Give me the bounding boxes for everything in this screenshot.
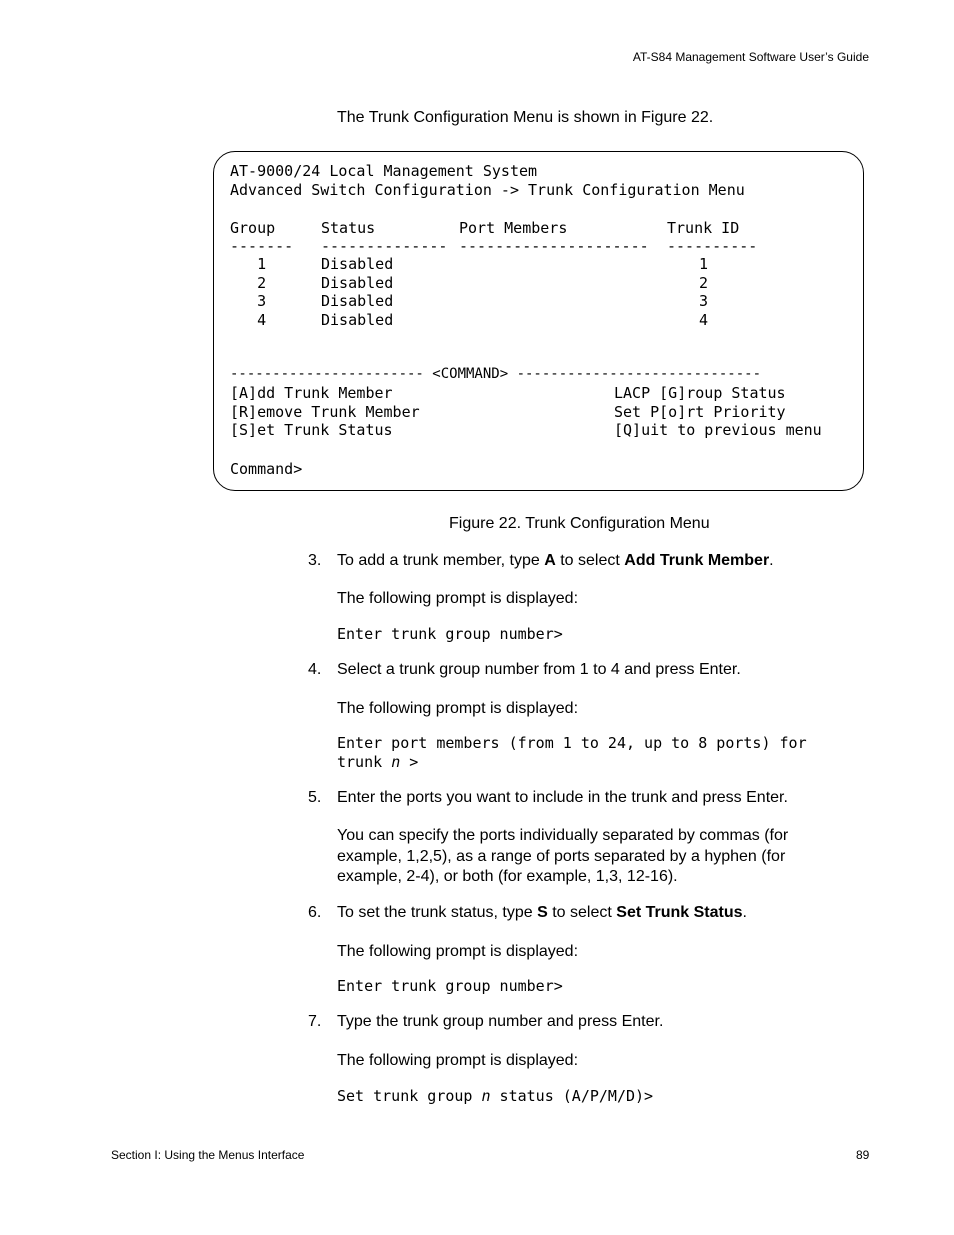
trunk-id-values: 1 2 3 4 xyxy=(699,255,709,330)
step-number: 7. xyxy=(308,1013,322,1030)
group-values: 1 2 3 4 xyxy=(257,255,267,330)
figure-caption: Figure 22. Trunk Configuration Menu xyxy=(449,515,710,532)
step-5-detail: You can specify the ports individually separated by commas (for example, 1,2,5), as a range of ports separated by a hyphen (for example, 2-4), or both (for example, 1,3, 12-16). xyxy=(337,827,789,885)
step-text: To add a trunk member, type A to select Add Trunk Member. xyxy=(337,552,774,569)
page-number: 89 xyxy=(856,1148,870,1162)
step-text: Type the trunk group number and press Enter. xyxy=(337,1013,664,1030)
step-text: Select a trunk group number from 1 to 4 and press Enter. xyxy=(337,661,741,678)
status-values: Disabled Disabled Disabled Disabled xyxy=(321,255,394,330)
status-column xyxy=(321,219,447,330)
trunk-id-header: Trunk ID xyxy=(667,219,740,237)
follow-text: The following prompt is displayed: xyxy=(337,700,579,717)
command-divider: ----------------------- <COMMAND> ----------------------------- xyxy=(230,366,762,382)
commands-right: LACP [G]roup Status Set P[o]rt Priority [Q]uit to previous menu xyxy=(614,384,822,440)
terminal-screen xyxy=(213,151,864,491)
step-number: 3. xyxy=(308,552,322,569)
intro-text: The Trunk Configuration Menu is shown in Figure 22. xyxy=(337,109,714,126)
members-header: Port Members xyxy=(459,219,568,237)
follow-text: The following prompt is displayed: xyxy=(337,590,579,607)
step-text: Enter the ports you want to include in the trunk and press Enter. xyxy=(337,789,788,806)
command-prompt: Command> xyxy=(230,460,303,478)
follow-text: The following prompt is displayed: xyxy=(337,1052,579,1069)
system-title: AT-9000/24 Local Management System xyxy=(230,162,538,180)
commands-left: [A]dd Trunk Member [R]emove Trunk Member [S]et Trunk Status xyxy=(230,384,420,440)
group-dashes: ------- xyxy=(230,237,294,255)
trunk-id-dashes: ---------- xyxy=(667,237,758,255)
follow-text: The following prompt is displayed: xyxy=(337,943,579,960)
group-column xyxy=(230,219,293,330)
members-column xyxy=(459,219,649,255)
step-number: 5. xyxy=(308,789,322,806)
step-number: 6. xyxy=(308,904,322,921)
trunk-id-column xyxy=(667,219,757,330)
prompt-code: Enter port members (from 1 to 24, up to 8 ports) for trunk n > xyxy=(337,734,807,771)
footer-section: Section I: Using the Menus Interface xyxy=(111,1148,305,1162)
step-number: 4. xyxy=(308,661,322,678)
status-dashes: -------------- xyxy=(321,237,448,255)
prompt-code: Set trunk group n status (A/P/M/D)> xyxy=(337,1087,654,1105)
menu-breadcrumb: Advanced Switch Configuration -> Trunk Configuration Menu xyxy=(230,181,745,199)
prompt-code: Enter trunk group number> xyxy=(337,625,563,643)
prompt-code: Enter trunk group number> xyxy=(337,977,563,995)
members-dashes: --------------------- xyxy=(459,237,649,255)
group-header: Group xyxy=(230,219,276,237)
step-text: To set the trunk status, type S to select Set Trunk Status. xyxy=(337,904,747,921)
status-header: Status xyxy=(321,219,376,237)
running-header: AT-S84 Management Software User’s Guide xyxy=(632,50,869,64)
